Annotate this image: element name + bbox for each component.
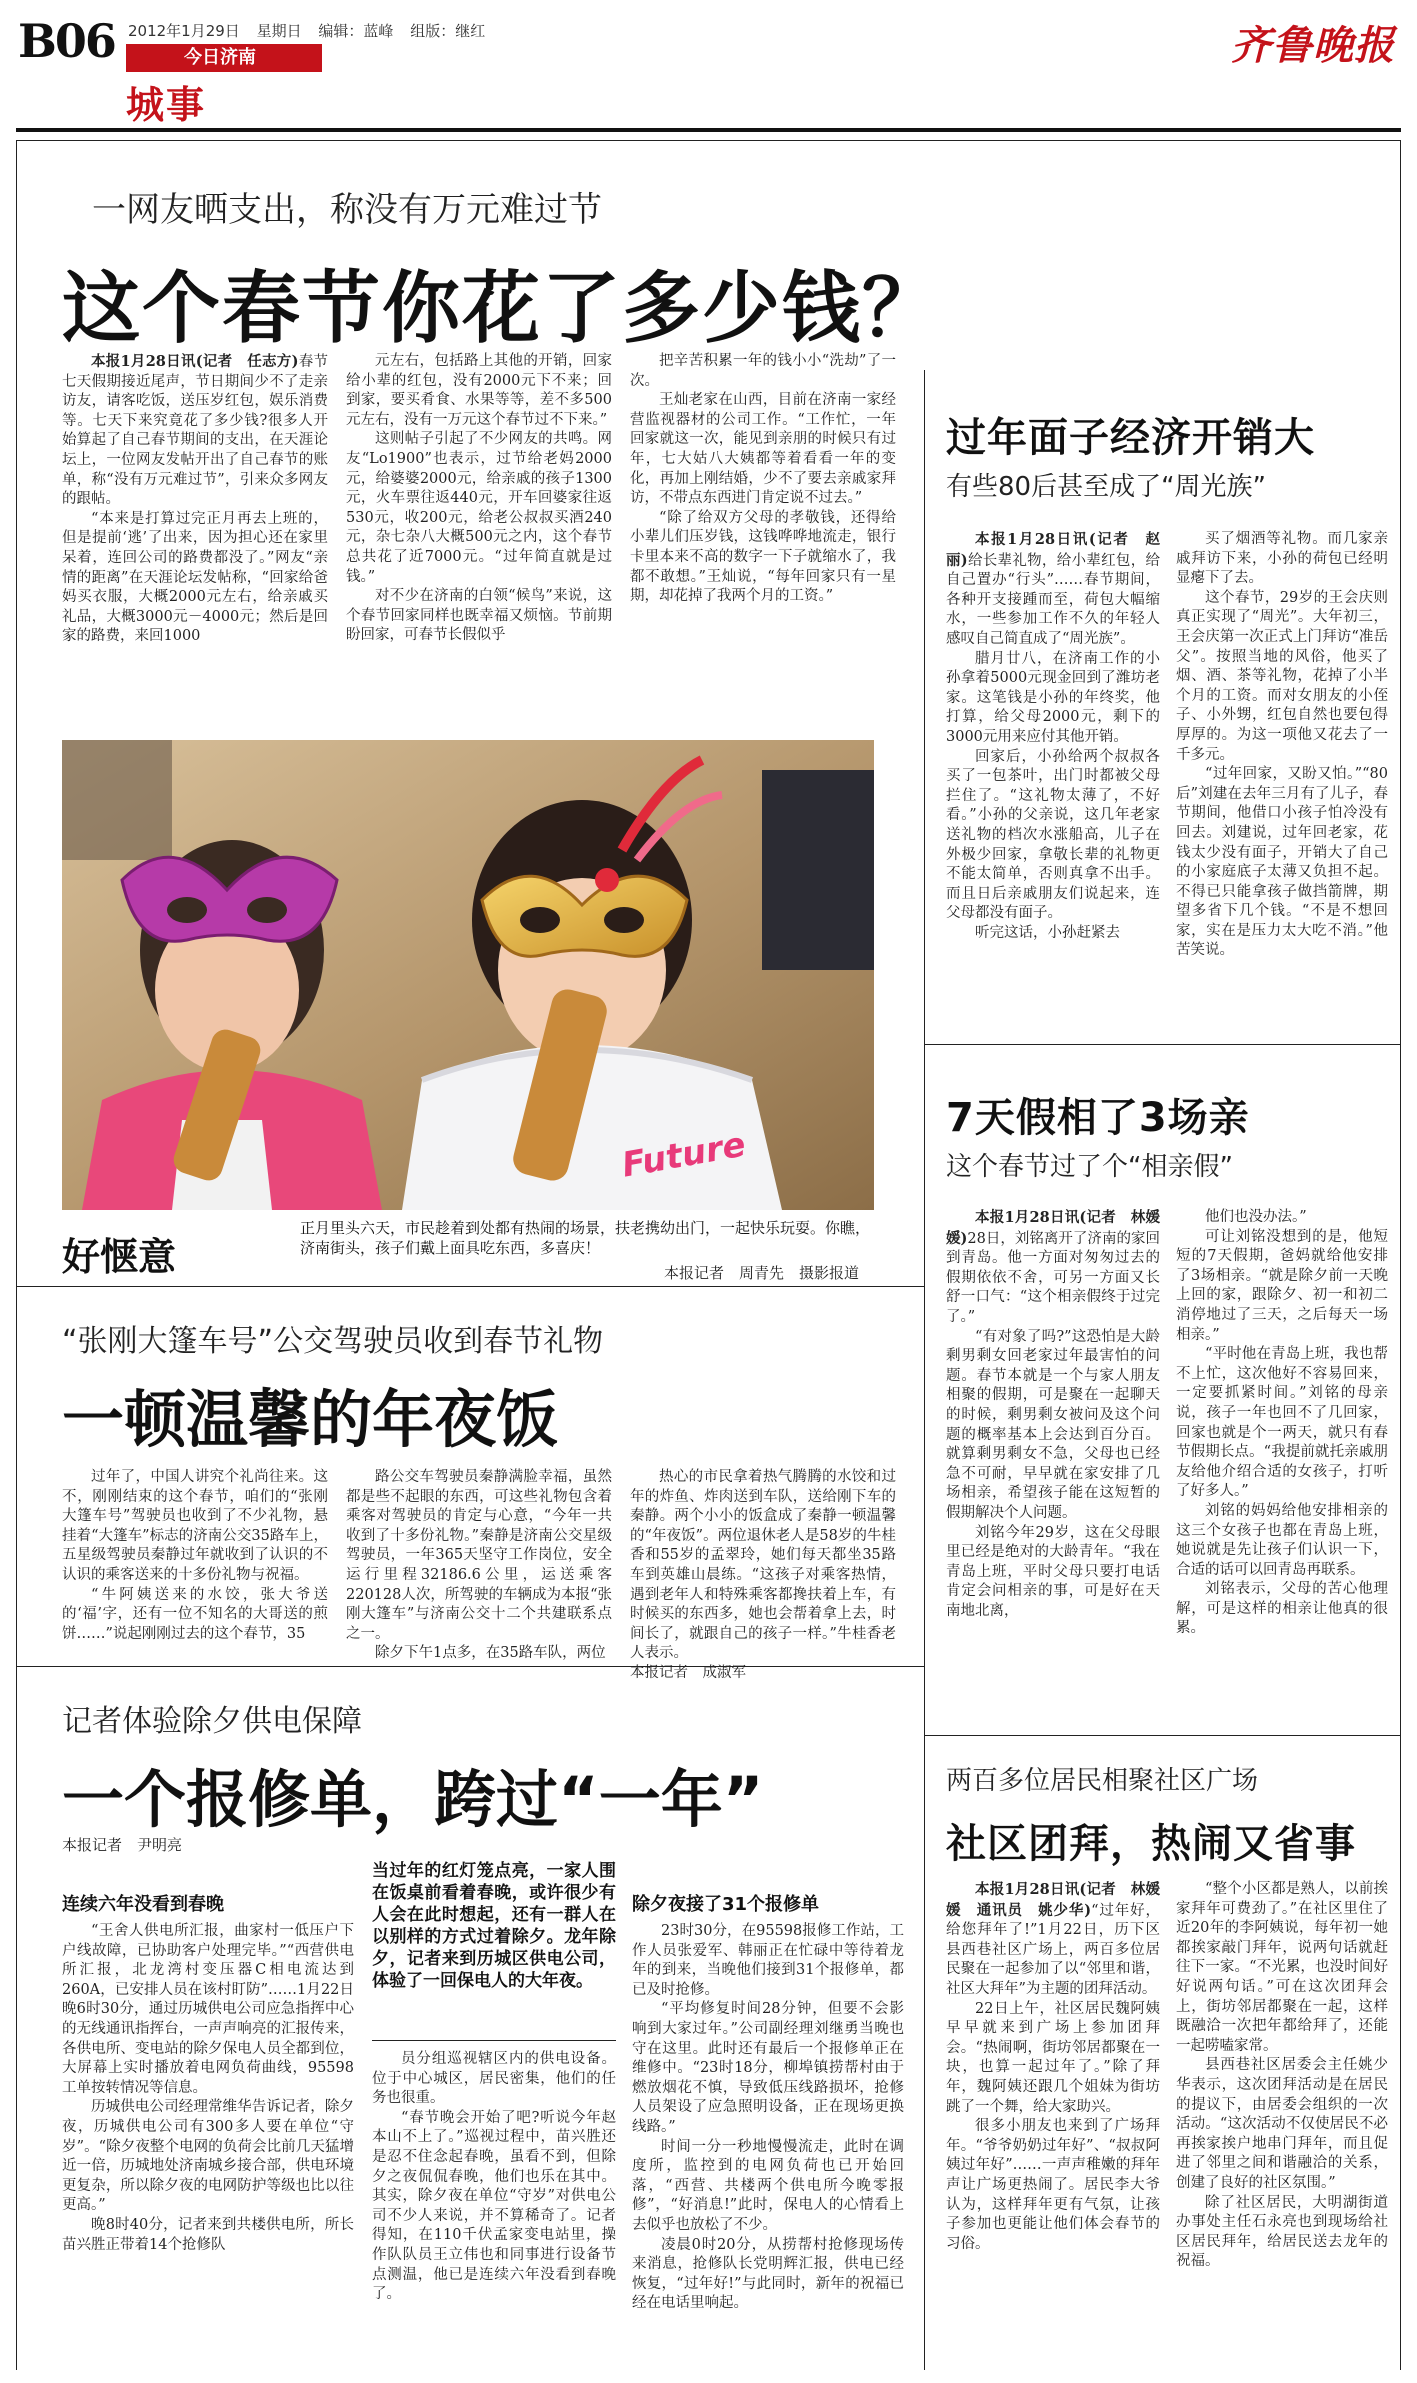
paragraph-text: 给长辈礼物，给小辈红包，给自己置办“行头”……春节期间，各种开支接踵而至，荷包大幅缩水，一些参加工作不久的年轻人感叹自己简直成了“周光族”。 [946, 552, 1160, 647]
story3-section-title: 除夕夜接了31个报修单 [632, 1894, 820, 1915]
paragraph-text: “王舍人供电所汇报，曲家村一低压户下户线故障，已协助客户处理完毕。”“西营供电所汇报，北龙湾村变压器C相电流达到260A，已安排人员在该村盯防”……1月22日晚6时30分，通过历城供电公司应急指挥中心的无线通讯指挥台，一声声响亮的汇报传来，各供电所、变电站的除夕保电人员全都到位，大屏幕上实时播放着电网负荷曲线，95598工单按转情况等信息。 [62, 1923, 354, 2096]
paragraph-text: “本来是打算过完正月再去上班的，但是提前‘逃’了出来，因为担心还在家里呆着，连回公司的路费都没了。”网友“亲情的距离”在天涯论坛发帖称，“回家给爸妈买衣服，大概2000元左右，给亲戚买礼品，大概3000元－4000元；然后是回家的路费，来回1000 [62, 510, 328, 645]
paragraph [1176, 1580, 1388, 1639]
story3-lead: 当过年的红灯笼点亮，一家人围在饭桌前看着春晚，或许很少有人会在此时想起，还有一群人在以别样的方式过着除夕。龙年除夕，记者来到历城区供电公司，体验了一回保电人的大年夜。 [372, 1861, 616, 1991]
paragraph [946, 1880, 1160, 2000]
paragraph-text: 时间一分一秒地慢慢流走，此时在调度所，监控到的电网负荷也已开始回落，“西营、共楼两个供电所今晚零报修”，“好消息!”此时，保电人的心情看上去似乎也放松了不少。 [632, 2138, 904, 2233]
story3-byline: 本报记者 尹明亮 [62, 1836, 183, 1854]
paragraph [1176, 1502, 1388, 1580]
photo-credit: 本报记者 周青先 摄影报道 [664, 1264, 860, 1282]
paragraph-text: 他们也没办法。” [1205, 1209, 1307, 1225]
main-story-column [630, 352, 896, 726]
paragraph [1176, 1208, 1388, 1228]
paragraph-text: 县西巷社区居委会主任姚少华表示，这次团拜活动是在居民的提议下，由居委会组织的一次活动。“这次活动不仅使居民不必再挨家挨户地串门拜年，而且促进了邻里之间和谐融洽的关系，创建了良好的社区氛围。” [1176, 2057, 1388, 2191]
layout-credit: 组版：继红 [410, 22, 486, 40]
paragraph-text: 员分组巡视辖区内的供电设备。位于中心城区，居民密集，他们的任务也很重。 [372, 2051, 616, 2107]
header-meta [128, 20, 497, 41]
side3-kicker: 两百多位居民相聚社区广场 [946, 1766, 1259, 1796]
dateline: 本报1月28日讯(记者 林媛媛 通讯员 姚少华) [946, 1881, 1160, 1919]
story2-column [630, 1468, 896, 1681]
paragraph-text: 这个春节，29岁的王会庆则真正实现了“周光”。大年初三，王会庆第一次正式上门拜访“准岳父”。按照当地的风俗，他买了烟、酒、茶等礼物，花掉了小半个月的工资。而对女朋友的小侄子、小外甥，红包自然也要包得厚厚的。为这一项他又花去了一千多元。 [1176, 589, 1388, 763]
issue-date: 2012年1月29日 [128, 22, 240, 40]
story2-kicker: “张刚大篷车号”公交驾驶员收到春节礼物 [62, 1324, 604, 1359]
paragraph-text: 可让刘铭没想到的是，他短短的7天假期，爸妈就给他安排了3场相亲。“就是除夕前一天晚上回的家，跟除夕、初一和初二消停地过了三天，之后每天一场相亲。” [1176, 1228, 1388, 1343]
paragraph-text: 春节七天假期接近尾声，节日期间少不了走亲访友，请客吃饭，送压岁红包，娱乐消费等。七天下来究竟花了多少钱?很多人开始算起了自己春节期间的支出，在天涯论坛上，一位网友发帖开出了自己春节的账单，称“没有万元难过节”，引来众多网友的跟帖。 [62, 354, 328, 508]
paragraph-text: 对不少在济南的白领“候鸟”来说，这个春节回家同样也既幸福又烦恼。节前期盼回家，可春节长假似乎 [346, 588, 612, 644]
paragraph-text: 回家后，小孙给两个叔叔各买了一包茶叶，出门时都被父母拦住了。“这礼物太薄了，不好看。”小孙的父亲说，这几年老家送礼物的档次水涨船高，儿子在外极少回家，拿敬长辈的礼物更不能太简单，否则真拿不出手。而且日后亲戚朋友们说起来，连父母都没有面子。 [946, 748, 1160, 922]
paragraph-text: 把辛苦积累一年的钱小小“洗劫”了一次。 [630, 353, 896, 389]
children-with-masks-illustration [62, 740, 874, 1210]
paragraph [62, 1586, 328, 1645]
story3-column [372, 2050, 616, 2362]
main-headline: 这个春节你花了多少钱？ [62, 264, 943, 354]
paragraph [1176, 2056, 1388, 2193]
paragraph [1176, 1345, 1388, 1502]
story3-section-title: 连续六年没看到春晚 [62, 1894, 224, 1915]
paragraph-text: “平时他在青岛上班，我也帮不上忙，这次他好不容易回来，一定要抓紧时间。”刘铭的母亲说，孩子一年也回不了几回家，回家也就是个一两天，就只有春节假期长点。“我提前就托亲戚朋友给他介绍合适的女孩子，打听了好多人。” [1176, 1346, 1388, 1500]
paragraph [946, 1524, 1160, 1622]
column-divider [924, 370, 925, 2370]
paragraph [346, 1468, 612, 1644]
frame-left [16, 140, 17, 2370]
lead-rule [372, 2040, 616, 2041]
story2-headline: 一顿温馨的年夜饭 [62, 1383, 559, 1456]
paragraph [946, 924, 1160, 944]
paragraph-text: 这则帖子引起了不少网友的共鸣。网友“Lo1900”也表示，过节给老妈2000元，给婆婆2000元，给亲戚的孩子1300元，火车票往返440元，开车回婆家往返530元，收200元，给老公叔叔买酒240元，杂七杂八大概500元之内，这个春节总共花了近7000元。“过年简直就是过钱。” [346, 431, 612, 585]
paragraph [946, 650, 1160, 748]
paragraph [946, 1208, 1160, 1328]
main-kicker: 一网友晒支出，称没有万元难过节 [92, 190, 602, 230]
paragraph-text: 除夕下午1点多，在35路车队，两位 [375, 1645, 606, 1662]
paragraph-text: 过年了，中国人讲究个礼尚往来。这不，刚刚结束的这个春节，咱们的“张刚大篷车号”驾驶员也收到了不少礼物，悬挂着“大篷车”标志的济南公交35路车上，五星级驾驶员秦静过年就收到了认识的不认识的乘客送来的十多份礼物与祝福。 [62, 1469, 328, 1583]
story-divider-1 [16, 1286, 924, 1287]
paragraph-text: “整个小区都是熟人，以前挨家拜年可费劲了。”在社区里住了近20年的李阿姨说，每年初一她都挨家敲门拜年，说两句话就赶往下一家。“不光累，也没时间好好说两句话。”可在这次团拜会上，街坊邻居都聚在一起，这样既融洽一次把年都给拜了，还能一起唠嗑家常。 [1176, 1881, 1388, 2054]
paragraph [372, 2109, 616, 2305]
section-name: 城事 [126, 83, 207, 127]
paragraph [630, 509, 896, 607]
paragraph-text: 22日上午，社区居民魏阿姨早早就来到广场上参加团拜会。“热闹啊，街坊邻居都聚在一块，也算一起过年了。”除了拜年，魏阿姨还跟几个姐妹为街坊跳了一个舞，给大家助兴。 [946, 2000, 1160, 2115]
page-number: B06 [18, 14, 115, 68]
side1-subhead: 有些80后甚至成了“周光族” [946, 472, 1267, 502]
paragraph [1176, 765, 1388, 961]
story2-column [62, 1468, 328, 1658]
side2-subhead: 这个春节过了个“相亲假” [946, 1152, 1233, 1182]
paragraph-text: “平均修复时间28分钟，但要不会影响到大家过年。”公司副经理刘继勇当晚也守在这里。此时还有最后一个报修单正在维修中。“23时18分，柳埠镇捞帮村由于燃放烟花不慎，导致低压线路损坏，抢修人员架设了应急照明设备，正在现场更换线路。” [632, 2001, 904, 2135]
shirt-text: Future [618, 1124, 749, 1186]
paragraph-text: 路公交车驾驶员秦静满脸幸福，虽然都是些不起眼的东西，可这些礼物包含着乘客对驾驶员的肯定与心意，“今年一共收到了十多份礼物。”秦静是济南公交星级驾驶员，一年365天坚守工作岗位，安全运行里程32186.6公里，运送乘客220128人次，所驾驶的车辆成为本报“张刚大篷车”与济南公交十二个共建联系点之一。 [346, 1469, 612, 1642]
paragraph [946, 2000, 1160, 2118]
editor-credit: 编辑：蓝峰 [318, 22, 394, 40]
newspaper-logo: 齐鲁晚报 [1231, 22, 1395, 69]
paragraph-text: “春节晚会开始了吧?听说今年赵本山不上了。”巡视过程中，苗兴胜还是忍不住念起春晚，虽看不到，但除夕之夜侃侃春晚，他们也乐在其中。其实，除夕夜在单位“守岁”对供电公司不少人来说，并不算稀奇了。记者得知，在110千伏孟家变电站里，操作队队员王立伟也和同事进行设备节点测温，他已是连续六年没看到春晚了。 [372, 2109, 616, 2303]
paragraph-text: “过年好，给您拜年了!”1月22日，历下区县西巷社区广场上，两百多位居民聚在一起参加了以“邻里和谐，社区大拜年”为主题的团拜活动。 [946, 1902, 1160, 1997]
paragraph [62, 352, 328, 510]
story2-column [346, 1468, 612, 1662]
paragraph-text: “除了给双方父母的孝敬钱，还得给小辈儿们压岁钱，这钱哗哗地流走，银行卡里本来不高的数字一下子就缩水了，我都不敢想。”王灿说，“每年回家只有一星期，却花掉了我两个月的工资。” [630, 509, 896, 605]
paragraph-text: 热心的市民拿着热气腾腾的水饺和过年的炸鱼、炸肉送到车队，送给刚下车的秦静。两个小小的饭盒成了秦静一顿温馨的“年夜饭”。两位退休老人是58岁的牛桂香和55岁的孟翠玲，她们每天都坐35路车到英雄山晨练。“这孩子对乘客热情，遇到老年人和特殊乘客都搀扶着上车，有时候买的东西多，她也会帮着拿上去，时间长了，就跟自己的孩子一样。”牛桂香老人表示。 [630, 1469, 896, 1662]
paragraph [946, 530, 1160, 650]
paragraph [62, 1468, 328, 1586]
main-story-column [62, 352, 328, 726]
paragraph [630, 391, 896, 509]
photo-caption: 正月里头六天，市民趁着到处都有热闹的场景，扶老携幼出门，一起快乐玩耍。你瞧，济南街头，孩子们戴上面具吃东西，多喜庆！ [300, 1219, 871, 1257]
paragraph [62, 2098, 354, 2216]
paragraph [632, 2138, 904, 2236]
paragraph-text: “牛阿姨送来的水饺，张大爷送的‘福’字，还有一位不知名的大哥送的煎饼……”说起刚刚过去的这个春节，35 [62, 1586, 328, 1642]
paragraph [346, 352, 612, 430]
paragraph [62, 510, 328, 647]
paragraph-text: 刘铭的妈妈给他安排相亲的这三个女孩子也都在青岛上班，她说就是先让孩子们认识一下，合适的话可以回青岛再联系。 [1176, 1502, 1388, 1578]
dateline: 本报1月28日讯(记者 赵丽) [946, 531, 1160, 569]
story3-kicker: 记者体验除夕供电保障 [62, 1704, 362, 1739]
frame-top [16, 140, 1401, 141]
photo-caption-title: 好惬意 [62, 1235, 177, 1279]
side2-headline: 7天假相了3场亲 [946, 1095, 1250, 1141]
paragraph [1176, 2194, 1388, 2272]
paragraph [630, 352, 896, 391]
main-story-column [346, 352, 612, 726]
paragraph-text: 腊月廿八，在济南工作的小孙拿着5000元现金回到了潍坊老家。这笔钱是小孙的年终奖，他打算，给父母2000元，剩下的3000元用来应付其他开销。 [946, 650, 1160, 745]
paragraph [630, 1468, 896, 1664]
paragraph-text: 本报记者 成淑军 [630, 1664, 746, 1681]
news-photo [62, 740, 874, 1210]
paragraph [1176, 1228, 1388, 1346]
issue-weekday: 星期日 [256, 22, 302, 40]
paragraph-text: 28日，刘铭离开了济南的家回到青岛。他一方面对匆匆过去的假期依依不舍，可另一方面又长舒一口气：“这个相亲假终于过完了。” [946, 1230, 1160, 1325]
paragraph-text: 23时30分，在95598报修工作站，工作人员张爱军、韩丽正在忙碌中等待着龙年的到来，当晚他们接到31个报修单，都已及时抢修。 [632, 1923, 904, 1998]
paragraph-text: 买了烟酒等礼物。而几家亲戚拜访下来，小孙的荷包已经明显瘪下了去。 [1176, 531, 1388, 587]
paragraph [632, 1922, 904, 2000]
paragraph [1176, 1880, 1388, 2056]
side3-headline: 社区团拜，热闹又省事 [946, 1821, 1356, 1867]
paragraph-text: 凌晨0时20分，从捞帮村抢修现场传来消息，抢修队长党明辉汇报，供电已经恢复，“过年好!”与此同时，新年的祝福已经在电话里响起。 [632, 2236, 904, 2312]
paragraph [372, 2050, 616, 2109]
paragraph [946, 2117, 1160, 2254]
header-rule [16, 128, 1401, 132]
paragraph-text: 刘铭今年29岁，这在父母眼里已经是绝对的大龄青年。“我在青岛上班，平时父母只要打电话肯定会问相亲的事，可是好在天南地北离， [946, 1524, 1160, 1619]
dateline: 本报1月28日讯(记者 林媛媛) [946, 1209, 1160, 1247]
paragraph [1176, 530, 1388, 589]
paragraph-text: “有对象了吗?”这恐怕是大龄剩男剩女回老家过年最害怕的问题。春节本就是一个与家人朋友相聚的假期，可是聚在一起聊天的时候，剩男剩女被问及这个问题的概率基本上会达到百分百。就算剩男剩女不急，父母也已经急不可耐，早早就在家安排了几场相亲，希望孩子能在这短暂的假期解决个人问题。 [946, 1328, 1160, 1521]
paragraph-text: “过年回家，又盼又怕。”“80后”刘建在去年三月有了儿子，春节期间，他借口小孩子怕冷没有回去。刘建说，过年回老家，花钱太少没有面子，开销大了自己的小家庭底子太薄又负担不起。不得已只能拿孩子做挡箭牌，期望多省下几个钱。“不是不想回家，实在是压力太大吃不消。”他苦笑说。 [1176, 766, 1388, 959]
paragraph [346, 587, 612, 646]
side3-column [1176, 1880, 1388, 2364]
side-divider-2 [924, 1735, 1400, 1736]
paragraph-text: 很多小朋友也来到了广场拜年。“爷爷奶奶过年好”、“叔叔阿姨过年好”……一声声稚嫩的拜年声让广场更热闹了。居民李大爷认为，这样拜年更有气氛，让孩子参加也更能让他们体会春节的习俗。 [946, 2118, 1160, 2252]
paragraph-text: 历城供电公司经理常维华告诉记者，除夕夜，历城供电公司有300多人要在单位“守岁”。“除夕夜整个电网的负荷会比前几天猛增近一倍，历城地处济南城乡接合部，供电环境更复杂，所以除夕夜的电网防护等级也比以往更高。” [62, 2099, 354, 2214]
side2-column [946, 1208, 1160, 1724]
story3-column [62, 1922, 354, 2362]
paragraph-text: 王灿老家在山西，目前在济南一家经营监视器材的公司工作。“工作忙，一年回家就这一次，能见到亲朋的时候只有过年，七大姑八大姨都等着看看一年的变化，再加上刚结婚，少不了要去亲戚家拜访，不带点东西进门肯定说不过去。” [630, 392, 896, 507]
paragraph [62, 2216, 354, 2255]
paragraph [632, 2236, 904, 2314]
story3-headline: 一个报修单，跨过“一年” [62, 1763, 764, 1836]
paragraph [946, 1328, 1160, 1524]
paragraph [62, 1922, 354, 2098]
story3-column [632, 1922, 904, 2362]
side2-column [1176, 1208, 1388, 1724]
paragraph [346, 1644, 612, 1664]
paragraph [632, 2000, 904, 2137]
paragraph-text: 除了社区居民，大明湖街道办事处主任石永亮也到现场给社区居民拜年，给居民送去龙年的祝福。 [1176, 2194, 1388, 2270]
paragraph-text: 听完这话，小孙赶紧去 [975, 924, 1120, 941]
side1-column [946, 530, 1160, 1030]
paragraph [946, 748, 1160, 924]
side1-column [1176, 530, 1388, 1030]
paragraph [630, 1664, 896, 1684]
side1-headline: 过年面子经济开销大 [946, 415, 1315, 461]
paragraph-text: 晚8时40分，记者来到共楼供电所，所长苗兴胜正带着14个抢修队 [62, 2216, 354, 2253]
side-divider-1 [924, 1044, 1400, 1045]
paragraph-text: 元左右，包括路上其他的开销，回家给小辈的红包，没有2000元下不来；回到家，要买肴食、水果等等，差不多500元左右，没有一万元这个春节过不下来。” [346, 353, 612, 428]
frame-right [1400, 140, 1401, 2370]
section-tag: 今日济南 [126, 44, 322, 72]
side3-column [946, 1880, 1160, 2364]
paragraph [346, 430, 612, 587]
dateline: 本报1月28日讯(记者 任志方) [91, 353, 299, 370]
paragraph [1176, 589, 1388, 765]
paragraph-text: 刘铭表示，父母的苦心他理解，可是这样的相亲让他真的很累。 [1176, 1581, 1388, 1637]
